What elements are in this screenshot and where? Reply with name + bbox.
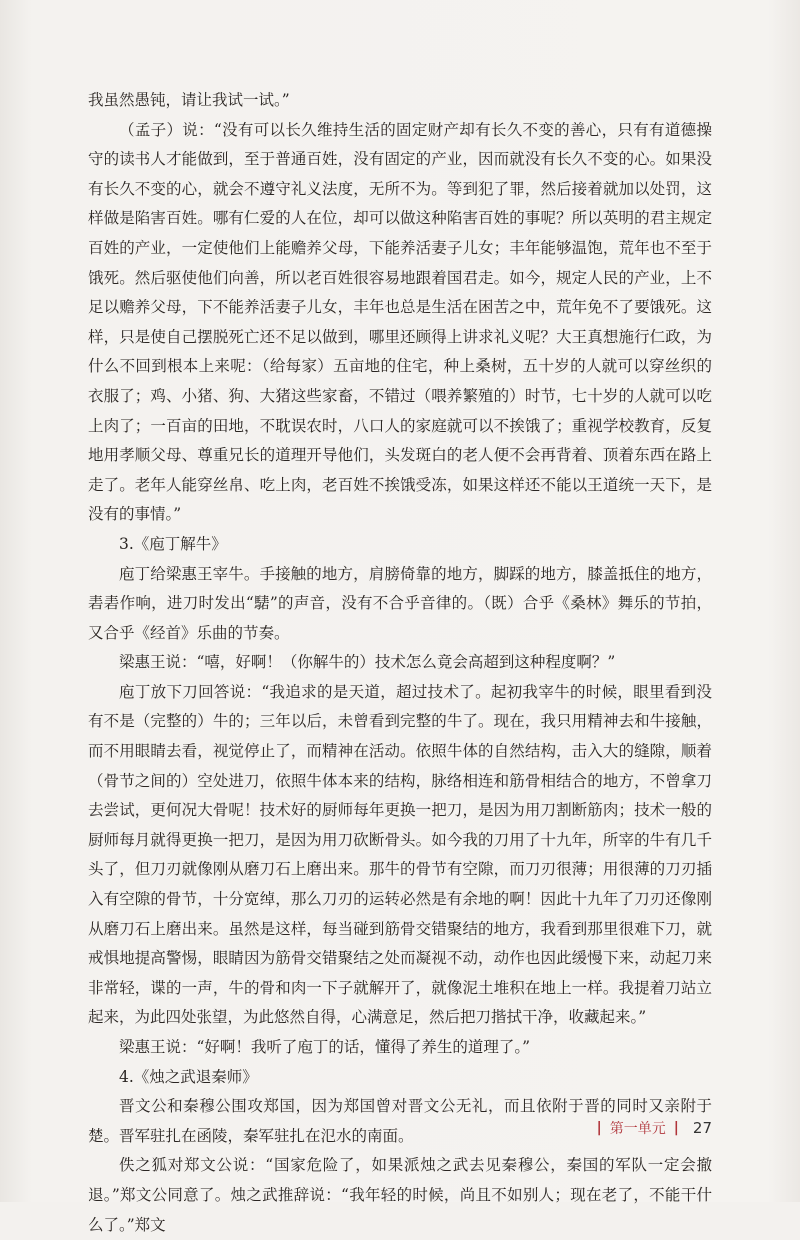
divider: | xyxy=(596,1120,602,1136)
paragraph: （孟子）说：“没有可以长久维持生活的固定财产却有长久不变的善心，只有有道德操守的读书人才能做到，至于普通百姓，没有固定的产业，因而就没有长久不变的心。如果没有长久不变的心，就会不遵守礼义法度，无所不为。等到犯了罪，然后接着就加以处罚，这样做是陷害百姓。哪有仁爱的人在位，却可以做这种陷害百姓的事呢？所以英明的君主规定百姓的产业，一定使他们上能赡养父母，下能养活妻子儿女；丰年能够温饱，荒年也不至于饿死。然后驱使他们向善，所以老百姓很容易地跟着国君走。如今，规定人民的产业，上不足以赡养父母，下不能养活妻子儿女，丰年也总是生活在困苦之中，荒年免不了要饿死。这样，只是使自己摆脱死亡还不足以做到，哪里还顾得上讲求礼义呢？大王真想施行仁政，为什么不回到根本上来呢：（给每家）五亩地的住宅，种上桑树，五十岁的人就可以穿丝织的衣服了；鸡、小猪、狗、大猪这些家畜，不错过（喂养繁殖的）时节，七十岁的人就可以吃上肉了；一百亩的田地，不耽误农时，八口人的家庭就可以不挨饿了；重视学校教育，反复地用孝顺父母、尊重兄长的道理开导他们，头发斑白的老人便不会再背着、顶着东西在路上走了。老年人能穿丝帛、吃上肉，老百姓不挨饿受冻，如果这样还不能以王道统一天下，是没有的事情。” xyxy=(88,120,712,524)
section-heading: 4.《烛之武退秦师》 xyxy=(119,1067,258,1086)
paragraph: 我虽然愚钝，请让我试一试。” xyxy=(88,91,290,109)
paragraph: 梁惠王说：“好啊！我听了庖丁的话，懂得了养生的道理了。” xyxy=(119,1038,531,1056)
page-text xyxy=(88,86,712,1240)
paragraph: 庖丁给梁惠王宰牛。手接触的地方，肩膀倚靠的地方，脚踩的地方，膝盖抵住的地方，砉砉作响，进刀时发出“騞”的声音，没有不合乎音律的。（既）合乎《桑林》舞乐的节拍，又合乎《经首》乐曲的节奏。 xyxy=(88,564,712,642)
page-footer xyxy=(597,1118,712,1138)
page-number: 27 xyxy=(692,1119,712,1137)
section-heading: 3.《庖丁解牛》 xyxy=(119,534,227,553)
paragraph: 庖丁放下刀回答说：“我追求的是天道，超过技术了。起初我宰牛的时候，眼里看到没有不是（完整的）牛的；三年以后，未曾看到完整的牛了。现在，我只用精神去和牛接触，而不用眼睛去看，视觉停止了，而精神在活动。依照牛体的自然结构，击入大的缝隙，顺着（骨节之间的）空处进刀，依照牛体本来的结构，脉络相连和筋骨相结合的地方，不曾拿刀去尝试，更何况大骨呢！技术好的厨师每年更换一把刀，是因为用刀割断筋肉；技术一般的厨师每月就得更换一把刀，是因为用刀砍断骨头。如今我的刀用了十九年，所宰的牛有几千头了，但刀刃就像刚从磨刀石上磨出来。那牛的骨节有空隙，而刀刃很薄；用很薄的刀刃插入有空隙的骨节，十分宽绰，那么刀刃的运转必然是有余地的啊！因此十九年了刀刃还像刚从磨刀石上磨出来。虽然是这样，每当碰到筋骨交错聚结的地方，我看到那里很难下刀，就戒惧地提高警惕，眼睛因为筋骨交错聚结之处而凝视不动，动作也因此缓慢下来，动起刀来非常轻，谍的一声，牛的骨和肉一下子就解开了，就像泥土堆积在地上一样。我提着刀站立起来，为此四处张望，为此悠然自得，心满意足，然后把刀揩拭干净，收藏起来。” xyxy=(88,682,712,1027)
paragraph: 佚之狐对郑文公说：“国家危险了，如果派烛之武去见秦穆公，秦国的军队一定会撤退。”郑文公同意了。烛之武推辞说：“我年轻的时候，尚且不如别人；现在老了，不能干什么了。”郑文 xyxy=(88,1156,712,1234)
divider: | xyxy=(673,1120,679,1136)
paragraph: 梁惠王说：“嘻，好啊！（你解牛的）技术怎么竟会高超到这种程度啊？” xyxy=(119,653,616,672)
paragraph: 晋文公和秦穆公围攻郑国，因为郑国曾对晋文公无礼，而且依附于晋的同时又亲附于楚。晋军驻扎在函陵，秦军驻扎在氾水的南面。 xyxy=(88,1097,712,1145)
unit-label: 第一单元 xyxy=(609,1121,666,1137)
